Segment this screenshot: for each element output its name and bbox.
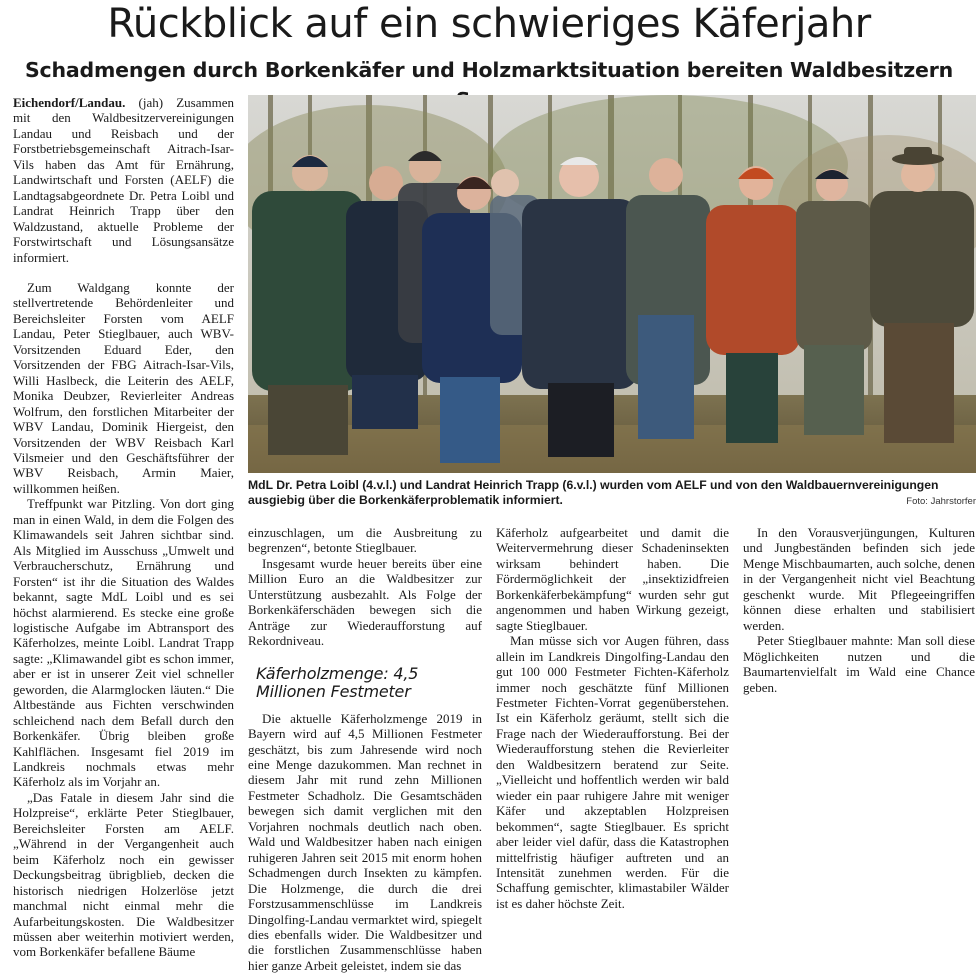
article-paragraph: Die aktuelle Käferholzmenge 2019 in Bayern wird auf 4,5 Millionen Festmeter geschätzt, bis zum Jahresende wird noch eine Menge dazukommen. Man rechnet in diesem Jahr mit rund zehn Millionen Festmeter Schadholz. Die Gesamtschäden bewegen sich damit verglichen mit den Vorjahren nochmals deutlich nach oben. Wald und Waldbesitzer haben nach einigen ruhigeren Jahren seit 2015 mit enorm hohen Schadmengen durch Insekten zu kämpfen. Die Holzmenge, die durch die drei Forstzusammenschlüsse im Landkreis Dingolfing-Landau vermarktet wird, spiegelt dies ebenfalls wider. Die Waldbesitzer und die forstlichen Zusammenschlüsse haben hier ganze Arbeit geleistet, indem sie das	[248, 710, 482, 973]
article-paragraph: „Das Fatale in diesem Jahr sind die Holzpreise“, erklärte Peter Stieglbauer, Bereichsleiter Forsten am AELF. „Während in der Vergangenheit auch beim Käferholz noch ein gewisser Deckungsbeitrag übrigblieb, decken die historisch niedrigen Holzerlöse jetzt manchmal nicht einmal mehr die Aufarbeitungskosten. Die Waldbesitzer müssen aber weiterhin motiviert werden, vom Borkenkäfer befallene Bäume	[13, 789, 234, 960]
article-paragraph: Zum Waldgang konnte der stellvertretende Behördenleiter und Bereichsleiter Forsten vom AELF Landau, Peter Stieglbauer, auch WBV-Vorsitzenden Eduard Eder, den Vorsitzenden der FBG Aitrach-Isar-Vils, Willi Haslbeck, die Leiterin des AELF, Monika Deubzer, Revierleiter Andreas Wolfrum, den forstlichen Mitarbeiter der WBV Landau, Dominik Hiergeist, den Vorsitzenden der WBV Reisbach Karl Vilsmeier und den Geschäftsführer der WBV Reisbach, Armin Maier, willkommen heißen.	[13, 279, 234, 496]
article-paragraph: In den Vorausverjüngungen, Kulturen und Jungbeständen befinden sich jede Menge Mischbaumarten, auch solche, denen in der Vergangenheit nicht viel Beachtung geschenkt wurde. Mit Pflegeeingriffen können diese erhalten und stabilisiert werden.	[743, 525, 975, 633]
article-paragraph	[13, 95, 234, 265]
article-column-3	[496, 525, 729, 973]
headline: Rückblick auf ein schwieriges Käferjahr	[107, 1, 871, 47]
group-photo	[248, 95, 976, 473]
article-paragraph: Peter Stieglbauer mahnte: Man soll diese Möglichkeiten nutzen und die Baumartenvielfalt im Wald eine Chance geben.	[743, 633, 975, 695]
dateline: Eichendorf/Landau.	[13, 95, 126, 110]
article-paragraph-continued: Käferholz aufgearbeitet und damit die Weitervermehrung dieser Schadeninsekten wirksam behindert haben. Die Fördermöglichkeit der „insektizidfreien Borkenkäferbekämpfung“ wurden sehr gut angenommen und haben Wirkung gezeigt, sagte Stieglbauer.	[496, 525, 729, 633]
section-subheading: Käferholzmenge: 4,5 Millionen Festmeter	[256, 663, 419, 701]
group-photo-illustration	[248, 95, 976, 473]
subheadline: Schadmengen durch Borkenkäfer und Holzmarktsituation bereiten Waldbesitzern	[24, 58, 954, 82]
photo-credit: Foto: Jahrstorfer	[906, 496, 976, 507]
article-paragraph: Treffpunkt war Pitzling. Von dort ging man in einen Wald, in dem die Folgen des Klimawandels seit Jahren sichtbar sind. Als Mitglied im Ausschuss „Umwelt und Verbraucherschutz, Ernährung und Forsten“ ist ihr die Situation des Waldes bekannt, sagte MdL Loibl und es sei höchst alarmierend. Es stecke eine große logistische Aufgabe im Abtransport des Käferholzes, meinte Loibl. Landrat Trapp sagte: „Klimawandel gibt es schon immer, aber er ist in unserer Zeit viel schneller geworden, die Alarmglocken läuten.“ Die Altbestände aus Fichten verschwinden schleichend nach dem Befall durch den Borkenkäfer. Übrig bleiben große Kahlflächen. Insgesamt fiel 2019 im Landkreis nochmals etwas mehr Käferholz als im Vorjahr an.	[13, 496, 234, 790]
article-paragraph: Man müsse sich vor Augen führen, dass allein im Landkreis Dingolfing-Landau den gut 100 000 Festmeter Fichten-Käferholz immer noch geschätzte fünf Millionen Festmeter Fichten-Vorrat gegenüberstehen. Ist ein Käferholz geräumt, stellt sich die Frage nach der Wiederaufforstung. Bei der Wiederaufforstung stehen die Revierleiter den Waldbesitzern beratend zur Seite. „Vielleicht und hoffentlich werden wir bald wieder ein paar ruhigere Jahre mit weniger Käfer und akzeptablen Holzpreisen bekommen“, sagte Stieglbauer. Es spricht aber leider viel dafür, dass die Katastrophen mittelfristig häufiger auftreten und an Intensität zunehmen werden. Für die Schaffung gemischter, klimastabiler Wälder ist es daher höchste Zeit.	[496, 633, 729, 911]
article-column-1	[13, 95, 234, 973]
article-column-4	[743, 525, 975, 973]
article-paragraph: Insgesamt wurde heuer bereits über eine Million Euro an die Waldbesitzer zur Unterstützung ausbezahlt. Als Folge der Borkenkäferschäden bewegen sich die Anträge zur Wiederaufforstung auf Rekordniveau.	[248, 555, 482, 649]
paragraph-text: (jah) Zusammen mit den Waldbesitzervereinigungen Landau und Reisbach und der Forstbetriebsgemeinschaft Aitrach-Isar-Vils haben das Amt für Ernährung, Landwirtschaft und Forsten (AELF) die Landtagsabgeordnete Dr. Petra Loibl und Landrat Heinrich Trapp über den Waldzustand, aktuelle Probleme der Forstwirtschaft und Lösungsansätze informiert.	[13, 95, 234, 265]
photo-caption: MdL Dr. Petra Loibl (4.v.l.) und Landrat Heinrich Trapp (6.v.l.) wurden vom AELF und von den Waldbauernvereinigungen ausgiebig über die Borkenkäferproblematik informiert.	[248, 478, 939, 507]
article-paragraph-continued: einzuschlagen, um die Ausbreitung zu begrenzen“, betonte Stieglbauer.	[248, 525, 482, 556]
article-column-2	[248, 525, 482, 973]
